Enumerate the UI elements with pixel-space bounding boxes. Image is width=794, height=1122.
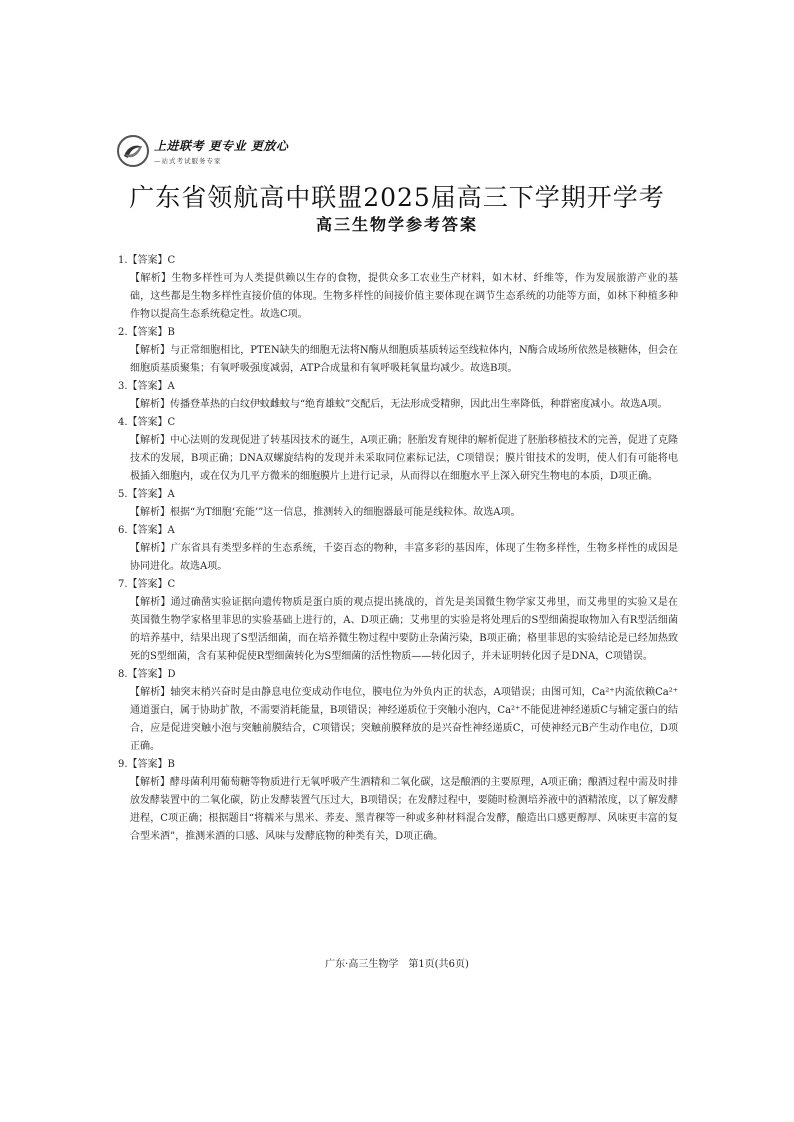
header-tagline: —站式考试服务专家 <box>154 157 222 165</box>
answer-label: 5.【答案】A <box>118 489 175 500</box>
answer-item <box>118 252 678 324</box>
answer-label: 7.【答案】C <box>118 579 176 590</box>
answer-label: 6.【答案】A <box>118 525 175 536</box>
answer-explanation: 【解析】传播登革热的白纹伊蚊雌蚊与“绝育雄蚊”交配后，无法形成受精卵，因此出生率降低，种群密度减小。故选A项。 <box>130 399 668 410</box>
answer-item <box>118 486 678 522</box>
answer-item <box>118 576 678 666</box>
answer-explanation: 【解析】与正常细胞相比，PTEN缺失的细胞无法将N酶从细胞质基质转运至线粒体内，N酶合成场所依然是核糖体，但会在细胞质基质聚集；有氧呼吸强度减弱，ATP合成量和有氧呼吸耗氧量均减少。故选B项。 <box>130 345 678 374</box>
header-logo <box>116 134 288 168</box>
answer-explanation: 【解析】酵母菌利用葡萄糖等物质进行无氧呼吸产生酒精和二氧化碳，这是酿酒的主要原理，A项正确；酿酒过程中需及时排放发酵装置中的二氧化碳，防止发酵装置气压过大，B项错误；在发酵过程中，要随时检测培养液中的酒精浓度，以了解发酵进程，C项正确；根据题目“将糯米与黑米、荞麦、黑青稞等一种或多种材料混合发酵，酿造出口感更醇厚、风味更丰富的复合型米酒”，推测米酒的口感、风味与发酵底物的种类有关，D项正确。 <box>130 777 678 842</box>
answer-explanation: 【解析】中心法则的发现促进了转基因技术的诞生，A项正确；胚胎发育规律的解析促进了胚胎移植技术的完善，促进了克隆技术的发展，B项正确；DNA双螺旋结构的发现并未采取同位素标记法，C项错误；膜片钳技术的发明，使人们有可能将电极插入细胞内，或在仅为几平方微米的细胞膜片上进行记录，从而得以在细胞水平上深入研究生物电的本质，D项正确。 <box>130 435 678 482</box>
answer-item <box>118 378 678 414</box>
header-slogan: 上进联考 更专业 更放心 <box>154 139 289 153</box>
page-footer: 广东·高三生物学 第1页(共6页) <box>325 959 469 970</box>
answer-label: 1.【答案】C <box>118 255 176 266</box>
answer-item <box>118 414 678 486</box>
answer-label: 3.【答案】A <box>118 381 175 392</box>
answer-label: 2.【答案】B <box>118 327 175 338</box>
answer-label: 9.【答案】B <box>118 759 175 770</box>
page-title: 广东省领航高中联盟2025届高三下学期开学考 <box>129 183 665 212</box>
answer-explanation: 【解析】轴突末梢兴奋时是由静息电位变成动作电位，膜电位为外负内正的状态，A项错误；由图可知，Ca²⁺内流依赖Ca²⁺通道蛋白，属于协助扩散，不需要消耗能量，B项错误；神经递质位于突触小泡内，Ca²⁺不能促进神经递质C与辅定蛋白的结合，应是促进突触小泡与突触前膜结合，C项错误；突触前膜释放的是兴奋性神经递质C，可使神经元B产生动作电位，D项正确。 <box>130 687 678 752</box>
answer-item <box>118 324 678 378</box>
answer-label: 8.【答案】D <box>118 669 176 680</box>
answer-label: 4.【答案】C <box>118 417 176 428</box>
answer-item <box>118 522 678 576</box>
logo-swirl-icon <box>116 134 150 168</box>
answer-explanation: 【解析】广东省具有类型多样的生态系统，千姿百态的物种，丰富多彩的基因库，体现了生物多样性，生物多样性的成因是协同进化。故选A项。 <box>130 543 678 572</box>
answer-explanation: 【解析】生物多样性可为人类提供赖以生存的食物，提供众多工农业生产材料，如木材、纤维等，作为发展旅游产业的基础，这些都是生物多样性直接价值的体现。生物多样性的间接价值主要体现在调节生态系统的功能等方面，如林下种植多种作物以提高生态系统稳定性。故选C项。 <box>130 273 678 320</box>
answer-item <box>118 756 678 846</box>
answer-explanation: 【解析】通过确凿实验证据向遗传物质是蛋白质的观点提出挑战的，首先是美国微生物学家艾弗里，而艾弗里的实验又是在英国微生物学家格里菲思的实验基础上进行的，A、D项正确；艾弗里的实验是将处理后的S型细菌提取物加入有R型活细菌的培养基中，结果出现了S型活细菌，而在培养微生物过程中要防止杂菌污染，B项正确；格里菲思的实验结论是已经加热致死的S型细菌，含有某种促使R型细菌转化为S型细菌的活性物质——转化因子，并未证明转化因子是DNA，C项错误。 <box>130 597 678 662</box>
answer-explanation: 【解析】根据“为T细胞‘充能’”这一信息，推测转入的细胞器最可能是线粒体。故选A项。 <box>130 507 521 518</box>
page-subtitle: 高三生物学参考答案 <box>315 215 478 234</box>
answer-item <box>118 666 678 756</box>
answer-list <box>118 252 678 846</box>
